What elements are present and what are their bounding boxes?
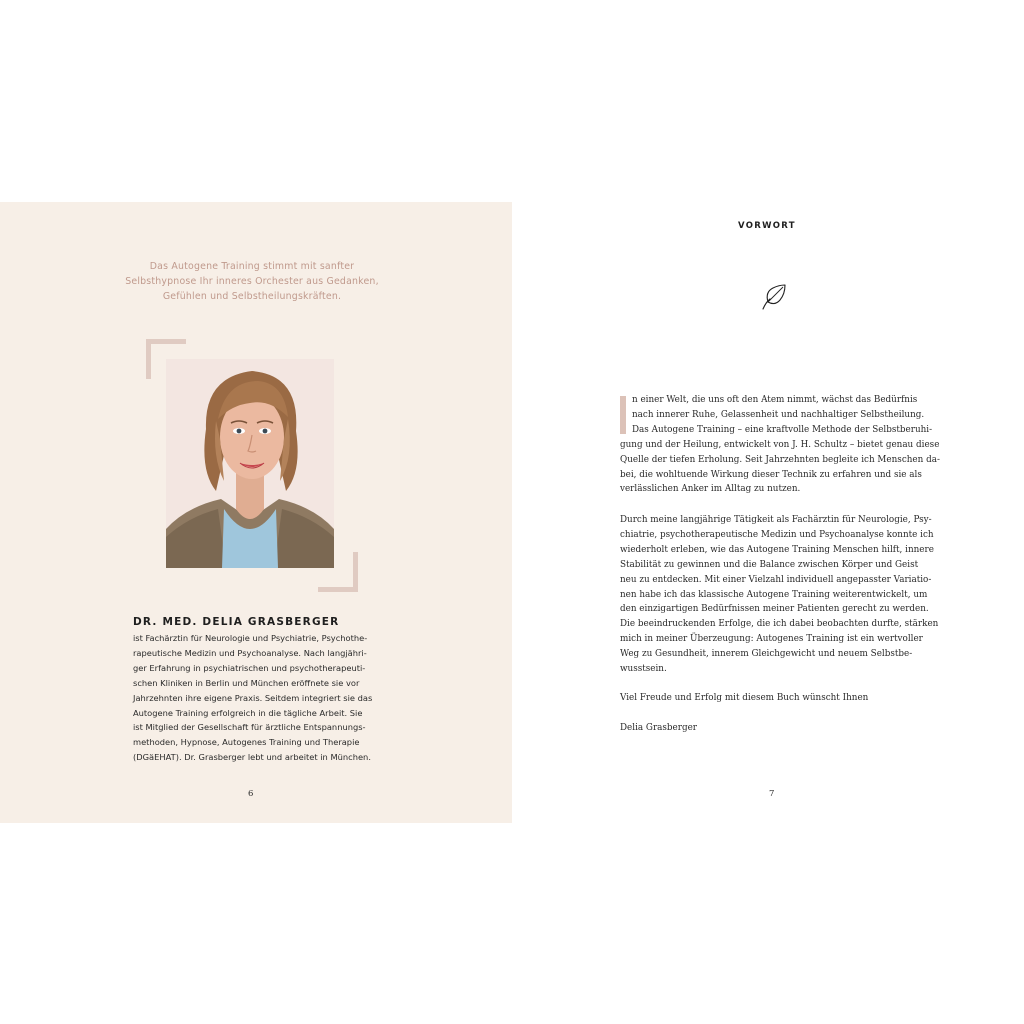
leaf-icon	[759, 282, 789, 312]
section-heading: VORWORT	[738, 221, 796, 231]
bio-line: schen Kliniken in Berlin und München eröffnete sie vor	[133, 677, 360, 688]
foreword-paragraph-1	[620, 393, 940, 497]
text-line: n einer Welt, die uns oft den Atem nimmt, wächst das Bedürfnis	[632, 395, 918, 405]
text-line: gung und der Heilung, entwickelt von J. H. Schultz – bietet genau diese	[620, 439, 940, 450]
author-bio	[133, 631, 373, 765]
text-line: Stabilität zu gewinnen und die Balance zwischen Körper und Geist	[620, 559, 919, 570]
text-line: wiederholt erleben, wie das Autogene Training Menschen hilft, innere	[620, 544, 934, 555]
corner-bracket-bottom-right	[318, 552, 358, 592]
text-line: verlässlichen Anker im Alltag zu nutzen.	[620, 484, 801, 495]
bio-line: rapeutische Medizin und Psychoanalyse. Nach langjähri-	[133, 647, 367, 658]
page-number-right: 7	[769, 789, 775, 799]
bio-line: ger Erfahrung in psychiatrischen und psychotherapeuti-	[133, 662, 366, 673]
pull-quote	[110, 259, 394, 304]
portrait-illustration	[166, 359, 334, 568]
signature: Delia Grasberger	[620, 723, 698, 733]
closing-line: Viel Freude und Erfolg mit diesem Buch wünscht Ihnen	[620, 693, 869, 703]
foreword-paragraph-2	[620, 513, 939, 677]
page-number-left: 6	[248, 789, 254, 799]
text-line: den einzigartigen Bedürfnissen meiner Patienten gerecht zu werden.	[620, 604, 929, 615]
bio-line: methoden, Hypnose, Autogenes Training und Therapie	[133, 737, 360, 748]
bio-line: ist Mitglied der Gesellschaft für ärztliche Entspannungs-	[133, 722, 366, 733]
bio-line: (DGäEHAT). Dr. Grasberger lebt und arbeitet in München.	[133, 752, 371, 763]
text-line: nach innerer Ruhe, Gelassenheit und nachhaltiger Selbstheilung.	[632, 409, 925, 420]
text-line: mich in meiner Überzeugung: Autogenes Training ist ein wertvoller	[620, 634, 923, 645]
text-line: Die beeindruckenden Erfolge, die ich dabei beobachten durfte, stärken	[620, 619, 939, 630]
quote-line: Gefühlen und Selbstheilungskräften.	[162, 291, 342, 302]
author-name: DR. MED. DELIA GRASBERGER	[133, 616, 340, 628]
left-page	[0, 202, 512, 823]
text-line: nen habe ich das klassische Autogene Training weiterentwickelt, um	[620, 589, 928, 600]
text-line: neu zu entdecken. Mit einer Vielzahl individuell angepasster Variatio-	[620, 574, 932, 585]
quote-line: Das Autogene Training stimmt mit sanfter	[149, 261, 355, 272]
author-portrait	[166, 359, 334, 568]
right-page	[512, 202, 1024, 823]
text-line: chiatrie, psychotherapeutische Medizin und Psychoanalyse konnte ich	[620, 529, 934, 540]
text-line: wusstsein.	[620, 664, 667, 675]
bio-line: ist Fachärztin für Neurologie und Psychiatrie, Psychothe-	[133, 633, 368, 643]
text-line: Quelle der tiefen Erholung. Seit Jahrzehnten begleite ich Menschen da-	[620, 454, 940, 465]
text-line: Weg zu Gesundheit, innerem Gleichgewicht und neuem Selbstbe-	[620, 649, 913, 660]
book-spread	[0, 202, 1024, 823]
text-line: Das Autogene Training – eine kraftvolle Methode der Selbstberuhi-	[632, 424, 933, 435]
quote-line: Selbsthypnose Ihr inneres Orchester aus Gedanken,	[125, 276, 379, 287]
bio-line: Autogene Training erfolgreich in die tägliche Arbeit. Sie	[133, 707, 363, 718]
text-line: bei, die wohltuende Wirkung dieser Technik zu erfahren und sie als	[620, 469, 922, 480]
bio-line: Jahrzehnten ihre eigene Praxis. Seitdem integriert sie das	[133, 692, 373, 703]
text-line: Durch meine langjährige Tätigkeit als Fachärztin für Neurologie, Psy-	[620, 515, 932, 525]
